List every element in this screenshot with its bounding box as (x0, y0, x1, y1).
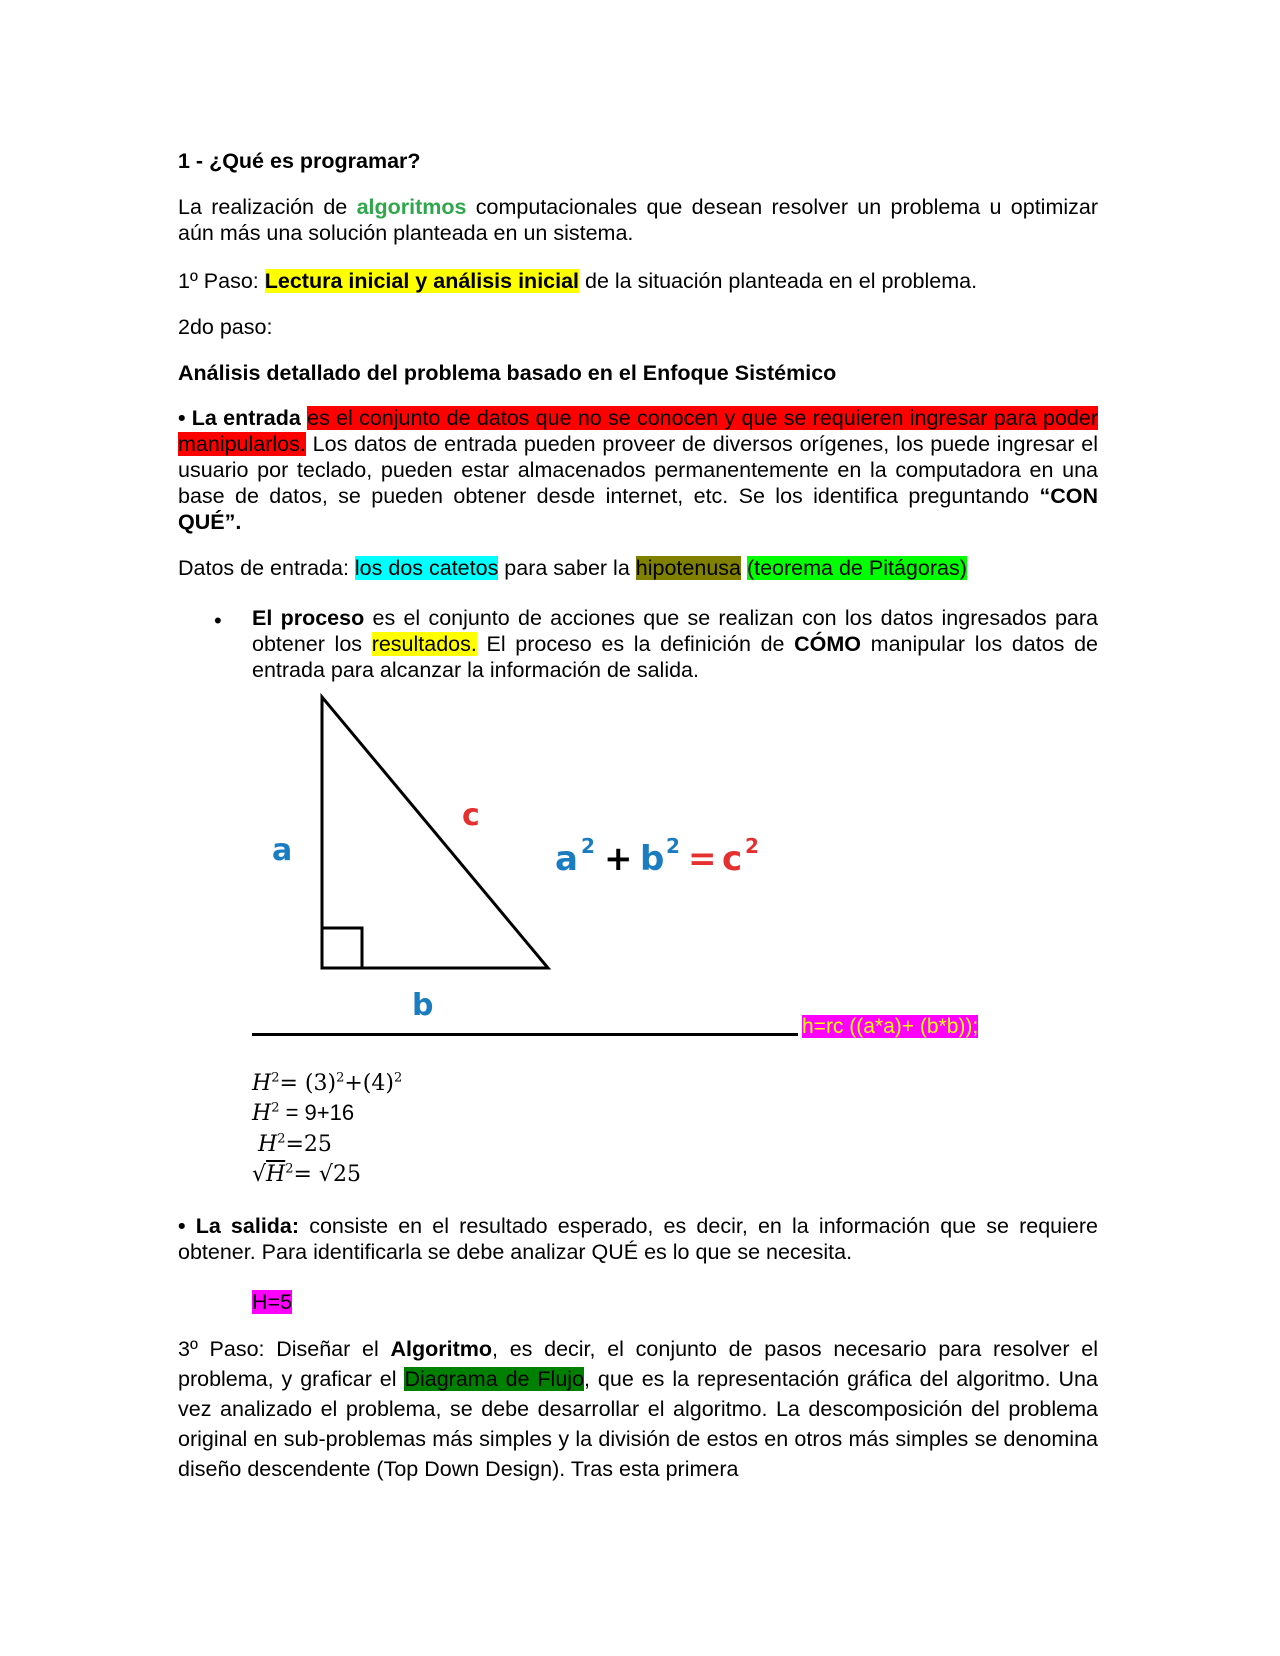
datos-entrada-middle: para saber la (498, 556, 636, 580)
step1-highlight: Lectura inicial y análisis inicial (264, 269, 580, 293)
math-var: H (252, 1101, 272, 1126)
h-result-highlight: H=5 (252, 1290, 293, 1314)
entrada-paragraph (178, 405, 1098, 535)
math-exp: 2 (285, 1161, 294, 1177)
equation-plus: + (604, 839, 633, 879)
proceso-text1: es el conjunto de acciones que se realizan con los datos ingresados para obtener los (252, 606, 1098, 656)
side-c-label: c (462, 798, 480, 833)
salida-paragraph (178, 1213, 1098, 1265)
algoritmos-term: algoritmos (356, 195, 467, 219)
proceso-text3: manipular los datos de entrada para alcanzar la información de salida. (252, 632, 1098, 682)
entrada-definition-highlight: es el conjunto de datos que no se conocen y que se requieren ingresar para poder manipularlos. (178, 406, 1098, 456)
teorema-highlight: (teorema de Pitágoras) (746, 556, 967, 580)
math-exp: 2 (393, 1070, 403, 1086)
datos-entrada-prefix: Datos de entrada: (178, 556, 355, 580)
intro-text-before: La realización de (178, 195, 357, 219)
formula-code (802, 1014, 978, 1040)
math-var: H (252, 1071, 272, 1096)
equation-b-exponent: 2 (666, 834, 680, 858)
math-rhs: = 9+16 (279, 1100, 355, 1125)
entrada-label: La entrada (191, 406, 301, 430)
math-var: H (266, 1162, 286, 1187)
step1-suffix: de la situación planteada en el problema. (579, 269, 978, 293)
pythagoras-diagram (240, 685, 800, 1035)
math-exp: 2 (271, 1100, 280, 1116)
section-heading: 1 - ¿Qué es programar? (178, 149, 421, 173)
math-rhs: = √25 (293, 1162, 361, 1187)
math-exp: 2 (336, 1070, 345, 1086)
step3-text1: , es decir, el conjunto de pasos necesario para resolver el problema, y graficar el (178, 1337, 1098, 1391)
step3-prefix: 3º Paso: Diseñar el (178, 1337, 391, 1361)
step1-paragraph (178, 268, 1098, 294)
equation-a: a (555, 839, 578, 879)
horizontal-rule (252, 1033, 798, 1036)
proceso-text2: El proceso es la definición de (476, 632, 795, 656)
entrada-emphasis: “CON QUÉ”. (178, 484, 1098, 534)
math-rhs: =25 (285, 1132, 332, 1157)
datos-entrada-line (178, 555, 1098, 581)
resultados-highlight: resultados. (371, 632, 477, 656)
math-var: H (258, 1132, 278, 1157)
diagrama-flujo-highlight: Diagrama de Flujo (404, 1367, 585, 1391)
step1-prefix: 1º Paso: (178, 269, 265, 293)
step3-emphasis: Algoritmo (390, 1337, 492, 1361)
proceso-paragraph (252, 605, 1098, 683)
formula-code-text: h=rc ((a*a)+ (b*b)); (802, 1015, 979, 1038)
equation-a-exponent: 2 (581, 834, 595, 858)
math-line-2 (252, 1099, 354, 1128)
side-a-label: a (272, 833, 293, 868)
step2-label: 2do paso: (178, 315, 273, 339)
math-exp: 2 (271, 1070, 280, 1086)
intro-paragraph (178, 194, 1098, 246)
salida-label: La salida: (195, 1214, 300, 1238)
catetos-highlight: los dos catetos (354, 556, 499, 580)
equation-equals: = (688, 839, 717, 879)
right-angle-marker (322, 928, 362, 968)
entrada-bullet: • (178, 406, 192, 430)
math-rhs: +(4) (344, 1071, 394, 1096)
proceso-bullet: • (214, 608, 222, 633)
math-line-1 (252, 1070, 402, 1098)
math-line-4 (252, 1161, 361, 1189)
step3-text2: , que es la representación gráfica del algoritmo. Una vez analizado el problema, se debe desarrollar el algoritmo. La descomposición del problema original en sub-problemas más simples y la división de estos en otros más simples se denomina diseño descendente (Top Down Design). Tras esta primera (178, 1367, 1098, 1481)
proceso-label: El proceso (252, 606, 365, 630)
side-b-label: b (412, 988, 434, 1023)
math-exp: 2 (277, 1131, 286, 1147)
proceso-emphasis: CÓMO (794, 632, 862, 656)
equation-b: b (640, 839, 665, 879)
pythagoras-equation (555, 834, 759, 879)
analysis-title: Análisis detallado del problema basado en el Enfoque Sistémico (178, 361, 837, 385)
step3-paragraph (178, 1334, 1098, 1484)
math-line-3 (258, 1131, 332, 1159)
hipotenusa-highlight: hipotenusa (635, 556, 741, 580)
h-result (252, 1289, 1172, 1315)
salida-bullet: • (178, 1214, 196, 1238)
sqrt-symbol: √ (252, 1162, 267, 1187)
entrada-body: Los datos de entrada pueden proveer de diversos orígenes, los puede ingresar el usuario por teclado, pueden estar almacenados permanentemente en la computadora en una base de datos, se pueden obtener desde internet, etc. Se los identifica preguntando (178, 432, 1098, 508)
equation-c: c (722, 839, 743, 879)
equation-c-exponent: 2 (745, 834, 759, 858)
intro-text-after: computacionales que desean resolver un problema u optimizar aún más una solución planteada en un sistema. (178, 195, 1098, 245)
salida-text: consiste en el resultado esperado, es decir, en la información que se requiere obtener. Para identificarla se debe analizar QUÉ es lo que se necesita. (178, 1214, 1098, 1264)
math-rhs: = (3) (279, 1071, 337, 1096)
